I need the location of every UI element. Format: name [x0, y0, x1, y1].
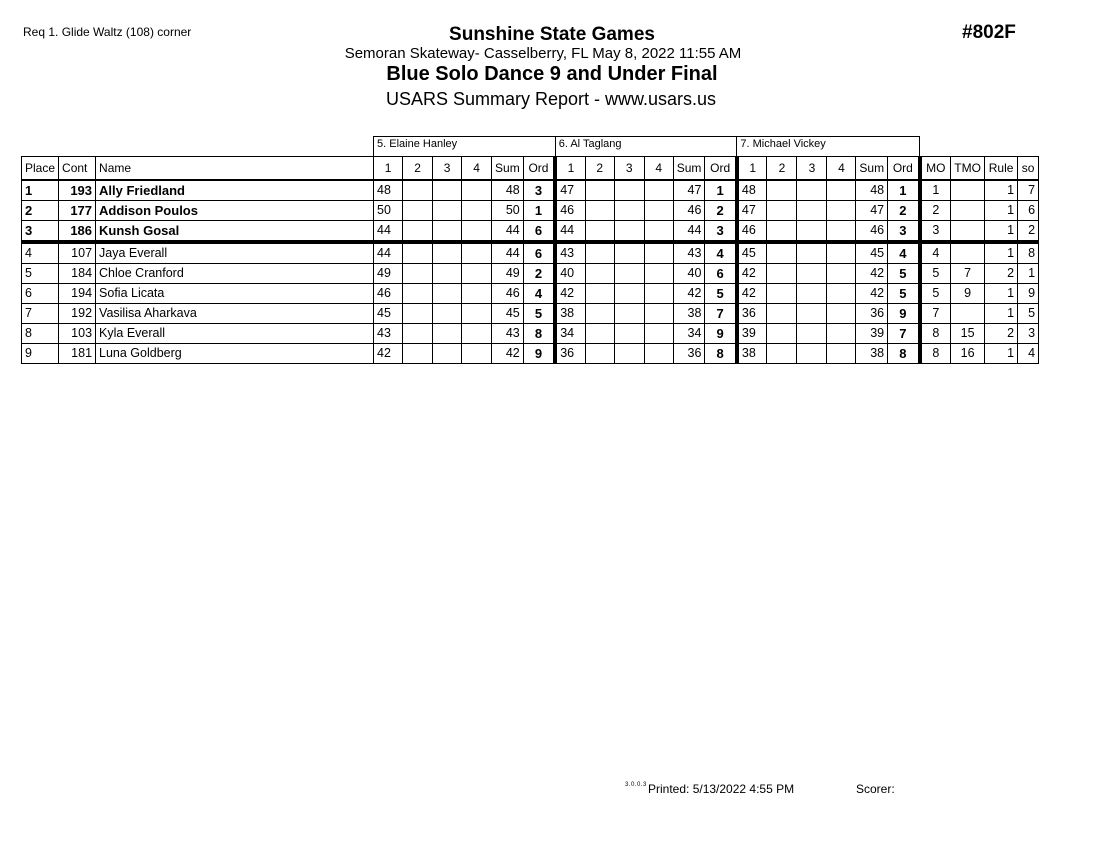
score-2-cell	[767, 304, 797, 324]
place-cell: 5	[22, 264, 59, 284]
col-judge-5-2: 2	[403, 157, 433, 181]
score-4-cell	[644, 221, 673, 243]
score-2-cell	[585, 264, 614, 284]
score-3-cell	[433, 284, 462, 304]
score-3-cell	[433, 201, 462, 221]
sum-cell: 36	[673, 344, 705, 364]
sum-cell: 42	[673, 284, 705, 304]
ordinal-cell: 5	[888, 264, 920, 284]
so-cell: 7	[1018, 180, 1039, 201]
col-judge-7-ord: Ord	[888, 157, 920, 181]
score-4-cell	[462, 324, 492, 344]
score-2-cell	[585, 324, 614, 344]
col-rule: Rule	[985, 157, 1018, 181]
judge-7-name: 7. Michael Vickey	[737, 137, 920, 157]
col-judge-5-4: 4	[462, 157, 492, 181]
rule-cell: 2	[985, 264, 1018, 284]
table-row	[22, 242, 1039, 264]
name-cell: Vasilisa Aharkava	[96, 304, 374, 324]
score-3-cell	[797, 180, 827, 201]
col-judge-6-2: 2	[585, 157, 614, 181]
cont-cell: 184	[59, 264, 96, 284]
col-mo: MO	[920, 157, 951, 181]
score-4-cell	[462, 344, 492, 364]
name-cell: Sofia Licata	[96, 284, 374, 304]
score-4-cell	[644, 304, 673, 324]
col-judge-5-3: 3	[433, 157, 462, 181]
version-code: 3.0.0.3	[625, 782, 647, 788]
competition-title: Sunshine State Games	[449, 24, 655, 45]
ordinal-cell: 1	[523, 201, 555, 221]
so-cell: 1	[1018, 264, 1039, 284]
so-cell: 3	[1018, 324, 1039, 344]
score-3-cell	[614, 201, 644, 221]
sum-cell: 43	[673, 242, 705, 264]
score-3-cell	[614, 324, 644, 344]
event-title: Blue Solo Dance 9 and Under Final	[386, 63, 718, 85]
report-title: USARS Summary Report - www.usars.us	[385, 89, 717, 109]
column-header-row	[22, 157, 1039, 181]
score-3-cell	[433, 324, 462, 344]
score-4-cell	[462, 284, 492, 304]
cont-cell: 194	[59, 284, 96, 304]
score-3-cell	[797, 344, 827, 364]
score-2-cell	[585, 242, 614, 264]
tmo-cell: 16	[951, 344, 985, 364]
col-judge-7-2: 2	[767, 157, 797, 181]
score-1-cell: 38	[737, 344, 767, 364]
score-4-cell	[827, 242, 856, 264]
score-3-cell	[614, 221, 644, 243]
score-4-cell	[462, 201, 492, 221]
col-judge-7-sum: Sum	[856, 157, 888, 181]
score-2-cell	[767, 324, 797, 344]
score-2-cell	[585, 180, 614, 201]
sum-cell: 46	[492, 284, 524, 304]
score-3-cell	[433, 242, 462, 264]
score-2-cell	[403, 304, 433, 324]
score-4-cell	[827, 324, 856, 344]
name-cell: Chloe Cranford	[96, 264, 374, 284]
score-1-cell: 42	[737, 264, 767, 284]
rule-cell: 1	[985, 242, 1018, 264]
score-2-cell	[585, 201, 614, 221]
sum-cell: 44	[673, 221, 705, 243]
col-place: Place	[22, 157, 59, 181]
sum-cell: 42	[492, 344, 524, 364]
cont-cell: 186	[59, 221, 96, 243]
score-3-cell	[614, 264, 644, 284]
ordinal-cell: 1	[705, 180, 737, 201]
ordinal-cell: 3	[523, 180, 555, 201]
so-cell: 2	[1018, 221, 1039, 243]
ordinal-cell: 9	[888, 304, 920, 324]
score-2-cell	[767, 284, 797, 304]
score-1-cell: 47	[555, 180, 585, 201]
sum-cell: 50	[492, 201, 524, 221]
mo-cell: 8	[920, 344, 951, 364]
score-1-cell: 34	[555, 324, 585, 344]
score-4-cell	[827, 180, 856, 201]
score-2-cell	[403, 221, 433, 243]
sum-cell: 46	[673, 201, 705, 221]
so-cell: 9	[1018, 284, 1039, 304]
sum-cell: 48	[492, 180, 524, 201]
table-row	[22, 284, 1039, 304]
ordinal-cell: 7	[888, 324, 920, 344]
ordinal-cell: 6	[523, 221, 555, 243]
col-tmo: TMO	[951, 157, 985, 181]
score-1-cell: 40	[555, 264, 585, 284]
table-row	[22, 201, 1039, 221]
score-3-cell	[614, 304, 644, 324]
score-3-cell	[433, 344, 462, 364]
score-2-cell	[767, 180, 797, 201]
score-4-cell	[644, 201, 673, 221]
tmo-cell	[951, 201, 985, 221]
score-3-cell	[797, 264, 827, 284]
score-4-cell	[462, 264, 492, 284]
score-2-cell	[403, 201, 433, 221]
mo-cell: 5	[920, 264, 951, 284]
score-3-cell	[614, 284, 644, 304]
score-1-cell: 50	[374, 201, 403, 221]
score-2-cell	[767, 242, 797, 264]
judge-6-name: 6. Al Taglang	[555, 137, 737, 157]
score-3-cell	[433, 264, 462, 284]
mo-cell: 1	[920, 180, 951, 201]
score-1-cell: 43	[555, 242, 585, 264]
score-3-cell	[797, 221, 827, 243]
results-table	[21, 136, 1039, 364]
score-4-cell	[827, 304, 856, 324]
ordinal-cell: 8	[705, 344, 737, 364]
ordinal-cell: 5	[888, 284, 920, 304]
rule-cell: 1	[985, 284, 1018, 304]
score-3-cell	[614, 180, 644, 201]
table-row	[22, 264, 1039, 284]
col-cont: Cont	[59, 157, 96, 181]
event-number: #802F	[962, 22, 1016, 43]
score-2-cell	[403, 324, 433, 344]
ordinal-cell: 5	[705, 284, 737, 304]
col-judge-7-4: 4	[827, 157, 856, 181]
ordinal-cell: 4	[705, 242, 737, 264]
ordinal-cell: 2	[523, 264, 555, 284]
ordinal-cell: 4	[888, 242, 920, 264]
ordinal-cell: 9	[523, 344, 555, 364]
cont-cell: 177	[59, 201, 96, 221]
place-cell: 8	[22, 324, 59, 344]
tmo-cell: 7	[951, 264, 985, 284]
rule-cell: 1	[985, 304, 1018, 324]
score-3-cell	[797, 201, 827, 221]
rule-cell: 1	[985, 221, 1018, 243]
score-1-cell: 44	[555, 221, 585, 243]
table-row	[22, 180, 1039, 201]
score-4-cell	[462, 242, 492, 264]
sum-cell: 42	[856, 264, 888, 284]
score-2-cell	[767, 264, 797, 284]
sum-cell: 42	[856, 284, 888, 304]
sum-cell: 47	[856, 201, 888, 221]
tmo-cell: 15	[951, 324, 985, 344]
sum-cell: 45	[492, 304, 524, 324]
place-cell: 3	[22, 221, 59, 243]
score-2-cell	[585, 344, 614, 364]
score-2-cell	[403, 264, 433, 284]
ordinal-cell: 5	[523, 304, 555, 324]
rule-cell: 1	[985, 344, 1018, 364]
score-1-cell: 36	[737, 304, 767, 324]
cont-cell: 107	[59, 242, 96, 264]
score-2-cell	[403, 242, 433, 264]
judge-header-row	[22, 137, 1039, 157]
score-4-cell	[644, 242, 673, 264]
score-2-cell	[585, 304, 614, 324]
ordinal-cell: 3	[888, 221, 920, 243]
score-3-cell	[433, 221, 462, 243]
sum-cell: 40	[673, 264, 705, 284]
score-1-cell: 43	[374, 324, 403, 344]
score-3-cell	[797, 324, 827, 344]
score-3-cell	[797, 304, 827, 324]
tmo-cell: 9	[951, 284, 985, 304]
score-2-cell	[767, 201, 797, 221]
score-1-cell: 46	[374, 284, 403, 304]
score-4-cell	[827, 264, 856, 284]
score-4-cell	[827, 344, 856, 364]
sum-cell: 48	[856, 180, 888, 201]
so-cell: 5	[1018, 304, 1039, 324]
sum-cell: 45	[856, 242, 888, 264]
score-4-cell	[644, 284, 673, 304]
place-cell: 7	[22, 304, 59, 324]
printed-timestamp: Printed: 5/13/2022 4:55 PM	[648, 782, 795, 796]
score-2-cell	[585, 284, 614, 304]
mo-cell: 8	[920, 324, 951, 344]
judge-5-name: 5. Elaine Hanley	[374, 137, 556, 157]
score-3-cell	[797, 242, 827, 264]
ordinal-cell: 1	[888, 180, 920, 201]
score-1-cell: 38	[555, 304, 585, 324]
tmo-cell	[951, 180, 985, 201]
place-cell: 2	[22, 201, 59, 221]
place-cell: 4	[22, 242, 59, 264]
name-cell: Jaya Everall	[96, 242, 374, 264]
rule-cell: 2	[985, 324, 1018, 344]
ordinal-cell: 3	[705, 221, 737, 243]
ordinal-cell: 4	[523, 284, 555, 304]
sum-cell: 47	[673, 180, 705, 201]
name-cell: Ally Friedland	[96, 180, 374, 201]
score-4-cell	[827, 201, 856, 221]
ordinal-cell: 6	[705, 264, 737, 284]
ordinal-cell: 8	[888, 344, 920, 364]
col-judge-7-1: 1	[737, 157, 767, 181]
score-1-cell: 48	[737, 180, 767, 201]
place-cell: 9	[22, 344, 59, 364]
tmo-cell	[951, 242, 985, 264]
venue-date: Semoran Skateway- Casselberry, FL May 8, 2022 11:55 AM	[344, 45, 742, 62]
score-2-cell	[403, 344, 433, 364]
score-4-cell	[644, 324, 673, 344]
tmo-cell	[951, 221, 985, 243]
ordinal-cell: 2	[888, 201, 920, 221]
score-1-cell: 45	[374, 304, 403, 324]
score-1-cell: 46	[555, 201, 585, 221]
requirement-label: Req 1. Glide Waltz (108) corner	[23, 25, 192, 39]
score-1-cell: 36	[555, 344, 585, 364]
place-cell: 6	[22, 284, 59, 304]
sum-cell: 44	[492, 221, 524, 243]
score-1-cell: 44	[374, 242, 403, 264]
score-3-cell	[614, 344, 644, 364]
col-judge-5-ord: Ord	[523, 157, 555, 181]
score-4-cell	[644, 344, 673, 364]
score-1-cell: 42	[555, 284, 585, 304]
score-2-cell	[403, 284, 433, 304]
sum-cell: 36	[856, 304, 888, 324]
col-judge-6-sum: Sum	[673, 157, 705, 181]
ordinal-cell: 2	[705, 201, 737, 221]
tmo-cell	[951, 304, 985, 324]
score-1-cell: 42	[737, 284, 767, 304]
table-row	[22, 324, 1039, 344]
col-judge-5-sum: Sum	[492, 157, 524, 181]
cont-cell: 103	[59, 324, 96, 344]
col-name: Name	[96, 157, 374, 181]
col-judge-7-3: 3	[797, 157, 827, 181]
sum-cell: 49	[492, 264, 524, 284]
col-judge-6-1: 1	[555, 157, 585, 181]
score-2-cell	[767, 221, 797, 243]
score-4-cell	[462, 221, 492, 243]
score-4-cell	[462, 180, 492, 201]
cont-cell: 193	[59, 180, 96, 201]
score-1-cell: 44	[374, 221, 403, 243]
sum-cell: 43	[492, 324, 524, 344]
place-cell: 1	[22, 180, 59, 201]
score-3-cell	[797, 284, 827, 304]
col-judge-6-ord: Ord	[705, 157, 737, 181]
score-1-cell: 46	[737, 221, 767, 243]
score-1-cell: 49	[374, 264, 403, 284]
mo-cell: 2	[920, 201, 951, 221]
table-row	[22, 304, 1039, 324]
score-3-cell	[433, 180, 462, 201]
mo-cell: 5	[920, 284, 951, 304]
ordinal-cell: 6	[523, 242, 555, 264]
sum-cell: 34	[673, 324, 705, 344]
score-1-cell: 42	[374, 344, 403, 364]
mo-cell: 3	[920, 221, 951, 243]
score-4-cell	[644, 180, 673, 201]
table-row	[22, 344, 1039, 364]
so-cell: 4	[1018, 344, 1039, 364]
score-2-cell	[403, 180, 433, 201]
cont-cell: 181	[59, 344, 96, 364]
score-3-cell	[614, 242, 644, 264]
score-1-cell: 47	[737, 201, 767, 221]
so-cell: 6	[1018, 201, 1039, 221]
ordinal-cell: 8	[523, 324, 555, 344]
sum-cell: 44	[492, 242, 524, 264]
cont-cell: 192	[59, 304, 96, 324]
so-cell: 8	[1018, 242, 1039, 264]
mo-cell: 7	[920, 304, 951, 324]
score-4-cell	[644, 264, 673, 284]
scorer-label: Scorer:	[856, 782, 895, 796]
rule-cell: 1	[985, 180, 1018, 201]
table-row	[22, 221, 1039, 243]
col-judge-5-1: 1	[374, 157, 403, 181]
ordinal-cell: 7	[705, 304, 737, 324]
sum-cell: 38	[673, 304, 705, 324]
name-cell: Kyla Everall	[96, 324, 374, 344]
name-cell: Luna Goldberg	[96, 344, 374, 364]
score-4-cell	[827, 221, 856, 243]
score-4-cell	[462, 304, 492, 324]
score-1-cell: 45	[737, 242, 767, 264]
score-2-cell	[767, 344, 797, 364]
sum-cell: 38	[856, 344, 888, 364]
rule-cell: 1	[985, 201, 1018, 221]
ordinal-cell: 9	[705, 324, 737, 344]
name-cell: Addison Poulos	[96, 201, 374, 221]
score-2-cell	[585, 221, 614, 243]
mo-cell: 4	[920, 242, 951, 264]
col-so: so	[1018, 157, 1039, 181]
col-judge-6-4: 4	[644, 157, 673, 181]
score-3-cell	[433, 304, 462, 324]
score-4-cell	[827, 284, 856, 304]
col-judge-6-3: 3	[614, 157, 644, 181]
sum-cell: 39	[856, 324, 888, 344]
sum-cell: 46	[856, 221, 888, 243]
score-1-cell: 39	[737, 324, 767, 344]
name-cell: Kunsh Gosal	[96, 221, 374, 243]
score-1-cell: 48	[374, 180, 403, 201]
